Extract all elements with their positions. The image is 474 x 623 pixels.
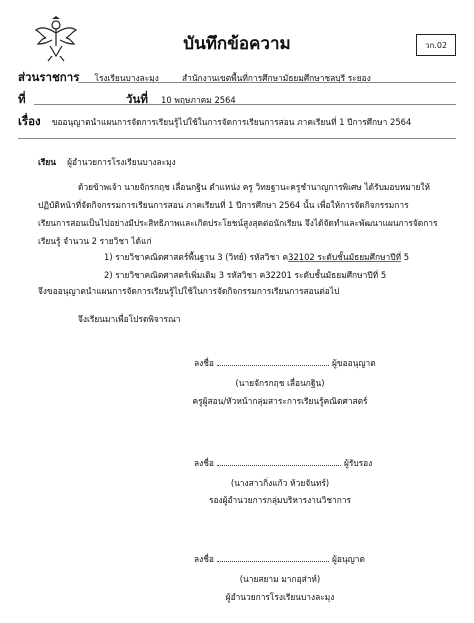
sign-label-3: ลงชื่อ — [194, 554, 214, 564]
signer-position-1: ครูผู้สอน/หัวหน้ากลุ่มสาระการเรียนรู้คณิตศาสตร์ — [192, 396, 368, 406]
subject-row — [18, 110, 411, 131]
agency-office: สำนักงานเขตพื้นที่การศึกษามัธยมศึกษาชลบุรี ระยอง — [182, 73, 371, 83]
subject-label: เรื่อง — [18, 114, 41, 128]
subject-value: ขออนุญาตนำแผนการจัดการเรียนรู้ไปใช้ในการจัดการเรียนการสอน ภาคเรียนที่ 1 ปีการศึกษา 2564 — [51, 117, 412, 127]
salutation-row — [38, 150, 176, 169]
ref-label: ที่ — [18, 92, 26, 106]
date-row — [126, 88, 236, 109]
signer-position-2: รองผู้อำนวยการกลุ่มบริหารงานวิชาการ — [208, 495, 351, 505]
sign-role-1: ผู้ขออนุญาต — [331, 358, 376, 368]
closing-line: จึงเรียนมาเพื่อโปรดพิจารณา — [78, 314, 181, 324]
signer-name-1: (นายจักรกฤช เลื่อนกฐิน) — [235, 378, 325, 388]
sign-label-1: ลงชื่อ — [194, 358, 214, 368]
agency-rule — [78, 82, 456, 83]
signature-line-3 — [194, 552, 365, 566]
signer-name-2: (นางสาวกิ่งแก้ว ห้วยจันทร์) — [230, 478, 330, 488]
course-item-1-prefix: 1) รายวิชาคณิตศาสตร์พื้นฐาน 3 (วิทย์) รหัสวิชา ค — [104, 252, 289, 262]
doc-number-box — [416, 34, 456, 56]
agency-label: ส่วนราชการ — [18, 70, 80, 84]
agency-row — [18, 66, 371, 87]
to-label: เรียน — [38, 157, 56, 167]
doc-number: วก.02 — [424, 40, 448, 50]
sign-role-3: ผู้อนุญาต — [331, 554, 365, 564]
to-value: ผู้อำนวยการโรงเรียนบางละมุง — [67, 157, 176, 167]
signature-line-1 — [194, 356, 376, 370]
page-title: บันทึกข้อความ — [183, 34, 291, 54]
signer-position-3: ผู้อำนวยการโรงเรียนบางละมุง — [225, 592, 335, 602]
ref-row — [18, 88, 26, 109]
agency-school: โรงเรียนบางละมุง — [94, 73, 159, 83]
course-item-1-highlight: 32102 ระดับชั้นมัธยมศึกษาปีที่ — [288, 252, 402, 262]
sign-role-2: ผู้รับรอง — [343, 458, 373, 468]
paragraph-line-1: ด้วยข้าพเจ้า นายจักรกฤช เลื่อนกฐิน ตำแหน่ง ครู วิทยฐานะครูชำนาญการพิเศษ ได้รับมอบหมายให้ — [78, 182, 431, 192]
ref-rule — [34, 104, 456, 105]
sign-label-2: ลงชื่อ — [194, 458, 214, 468]
subject-rule — [18, 138, 456, 139]
course-item-2: 2) รายวิชาคณิตศาสตร์เพิ่มเติม 3 รหัสวิชา ค32201 ระดับชั้นมัธยมศึกษาปีที่ 5 — [104, 270, 387, 280]
signer-name-3: (นายสยาม มากอุส่าห์) — [239, 574, 321, 584]
course-item-1 — [104, 250, 409, 264]
date-label: วันที่ — [126, 92, 148, 106]
paragraph-line-4: เรียนรู้ จำนวน 2 รายวิชา ได้แก่ — [38, 236, 152, 246]
course-item-1-suffix: 5 — [401, 252, 410, 262]
signature-line-2 — [194, 456, 372, 470]
paragraph-line-2: ปฏิบัติหน้าที่จัดกิจกรรมการเรียนการสอน ภาคเรียนที่ 1 ปีการศึกษา 2564 นั้น เพื่อให้การจัดกิจกรรมการ — [38, 200, 409, 210]
request-line: จึงขออนุญาตนำแผนการจัดการเรียนรู้ไปใช้ในการจัดกิจกรรมการเรียนการสอนต่อไป — [38, 286, 340, 296]
paragraph-line-3: เรียนการสอนเป็นไปอย่างมีประสิทธิภาพและเกิดประโยชน์สูงสุดต่อนักเรียน จึงได้จัดทำและพัฒนาแผนการจัดการ — [38, 218, 438, 228]
date-value: 10 พฤษภาคม 2564 — [161, 95, 236, 105]
